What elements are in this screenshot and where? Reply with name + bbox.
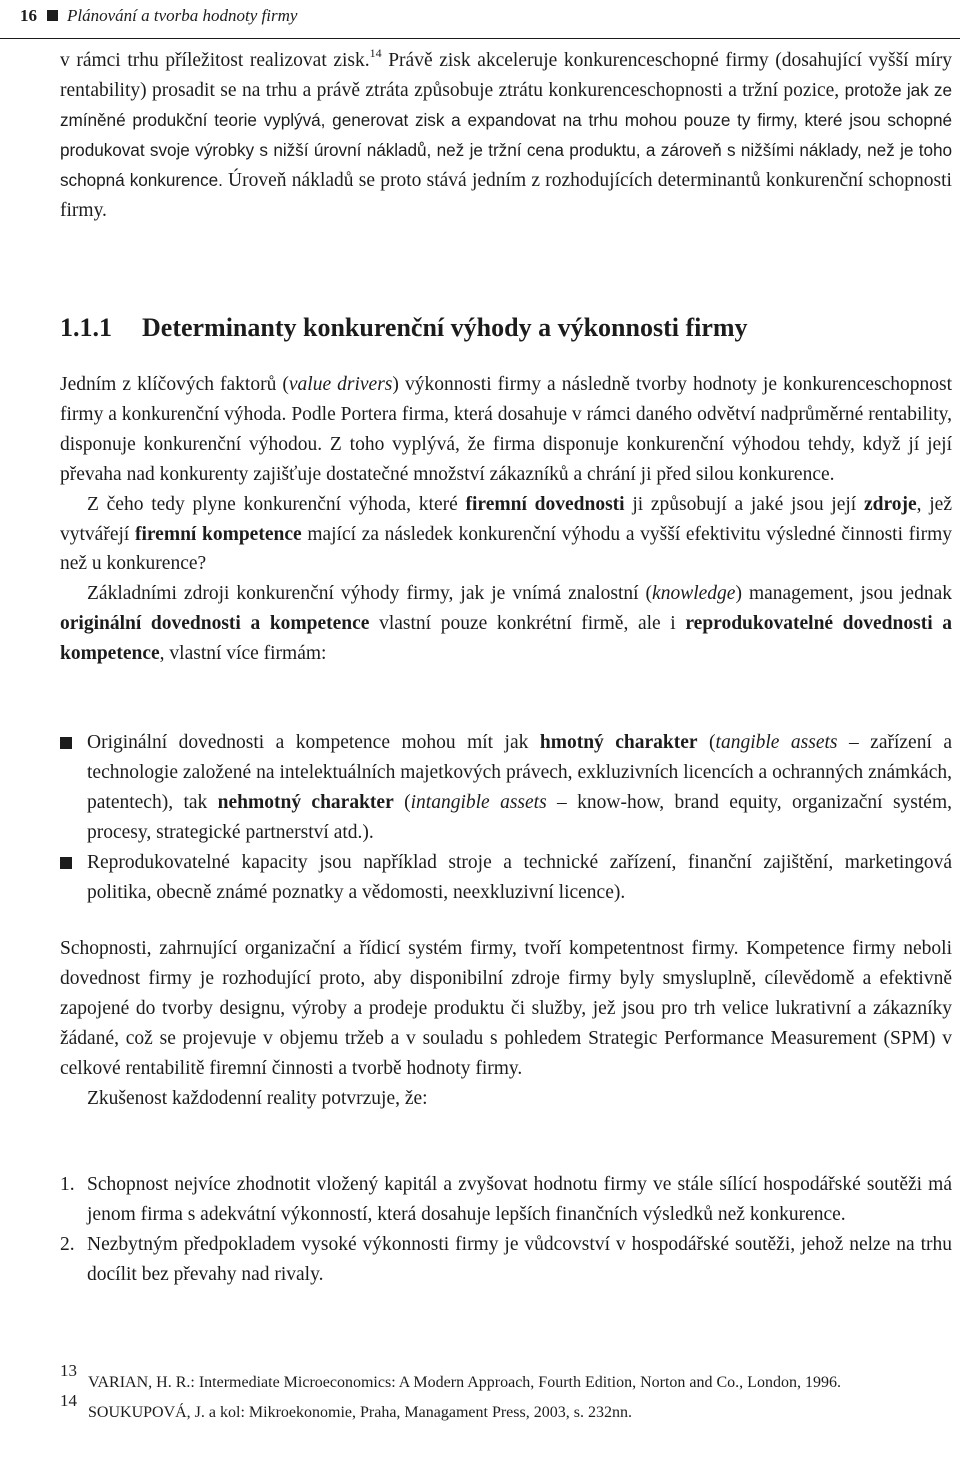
intro-paragraph [60,46,952,225]
footnote [60,1391,952,1424]
numbered-list [60,1170,952,1290]
list-number: 2. [60,1233,75,1255]
header-rule [0,38,960,39]
square-bullet-icon [60,737,72,749]
bullet-list [60,728,952,907]
footnote-number: 14 [60,1391,77,1410]
footnote-text: VARIAN, H. R.: Intermediate Microeconomics: A Modern Approach, Fourth Edition, Norton and Co., London, 1996. [88,1374,841,1391]
intro-text-1: v rámci trhu příležitost realizovat zisk. [60,50,370,71]
square-bullet-icon [47,10,58,21]
page-number: 16 [20,6,37,25]
footnote-number: 13 [60,1361,77,1380]
running-header [20,6,940,26]
footnote-ref-14: 14 [369,45,382,60]
section-body-continued [60,934,952,1113]
footnote-text: SOUKUPOVÁ, J. a kol: Mikroekonomie, Praha, Managament Press, 2003, s. 232nn. [88,1404,632,1421]
list-item [60,1170,952,1230]
intro-text-2: Právě zisk akceleruje konkurenceschopné firmy (dosahující vyšší míry rentability) prosadit se na trhu a právě ztráta způsobuje ztrátu konkurenceschopnosti a tržní pozice, [60,50,952,101]
paragraph-3: Základními zdroji konkurenční výhody firmy, jak je vnímá znalostní (knowledge) management, jsou jednak originální dovednosti a kompetence vlastní pouze konkrétní firmě, ale i reprodukovatelné dovednosti a kompetence, vlastní více firmám: [60,583,952,665]
list-number: 1. [60,1174,75,1195]
paragraph-2: Z čeho tedy plyne konkurenční výhoda, které firemní dovednosti ji způsobují a jaké jsou její zdroje, jež vytvářejí firemní kompetence mající za následek konkurenční výhodu a vyšší efektivitu výsledné činnosti firmy než u konkurence? [60,493,952,575]
paragraph-4: Schopnosti, zahrnující organizační a řídicí systém firmy, tvoří kompetentnost firmy. Kompetence firmy neboli dovednost firmy je rozhodující proto, aby disponibilní zdroje firmy byly smysluplně, cílevědomě a efektivně zapojené do tvorby designu, výroby a prodeje produktu či služby, jež jsou pro trh velice lukrativní a zákazníky žádané, což se projevuje v objemu tržeb a v souladu s pohledem Strategic Performance Measurement (SPM) v celkové rentabilitě firemní činnosti a tvorbě hodnoty firmy. [60,938,952,1079]
list-item: Reprodukovatelné kapacity jsou například stroje a technické zařízení, finanční zajištění, marketingová politika, obecně známé poznatky a vědomosti, neexkluzivní licence). [60,848,952,908]
paragraph-5: Zkušenost každodenní reality potvrzuje, že: [87,1087,428,1109]
square-bullet-icon [60,857,72,869]
intro-text-sans: protože jak ze zmíněné produkční teorie vyplývá, generovat zisk a expandovat na trhu mohou pouze ty firmy, které jsou schopné produkovat svoje výrobky s nižší úrovní nákladů, než je tržní cena produktu, a zároveň s nižšími náklady, než je toho schopná konkurence. [60,79,952,190]
list-item [60,1230,952,1290]
section-number: 1.1.1 [60,313,112,342]
paragraph-1: Jedním z klíčových faktorů (value drivers) výkonnosti firmy a následně tvorby hodnoty je konkurenceschopnost firmy a konkurenční výhoda. Podle Portera firma, která dosahuje v rámci daného odvětví nadprůměrné rentability, disponuje konkurenční výhodou. Z toho vyplývá, že firma disponuje konkurenční výhodou tehdy, když jí její převaha nad konkurenty zajišťuje dostatečné množství zákazníků a chrání ji před silou konkurence. [60,374,952,485]
footnotes [60,1361,952,1424]
section-title: Determinanty konkurenční výhody a výkonnosti firmy [142,313,748,342]
list-text: Nezbytným předpokladem vysoké výkonnosti firmy je vůdcovství v hospodářské soutěži, jehož nelze na trhu docílit bez převahy nad rivaly. [87,1233,952,1285]
list-text: Schopnost nejvíce zhodnotit vložený kapitál a zvyšovat hodnotu firmy ve stále sílící hospodářské soutěži má jenom firma s adekvátní výkonností, která dosahuje lepších finančních výsledků než konkurence. [87,1174,952,1225]
section-body [60,370,952,669]
section-heading [60,313,748,343]
intro-text-3: Úroveň nákladů se proto stává jedním z rozhodujících determinantů konkurenční schopnosti firmy. [60,169,952,221]
running-title: Plánování a tvorba hodnoty firmy [67,6,298,25]
footnote [60,1361,952,1394]
list-item: Originální dovednosti a kompetence mohou mít jak hmotný charakter (tangible assets – zařízení a technologie založené na intelektuálních majetkových právech, exkluzivních licencích a ochranných známkách, patentech), tak nehmotný charakter (intangible assets – know-how, brand equity, organizační systém, procesy, strategické partnerství atd.). [60,728,952,848]
